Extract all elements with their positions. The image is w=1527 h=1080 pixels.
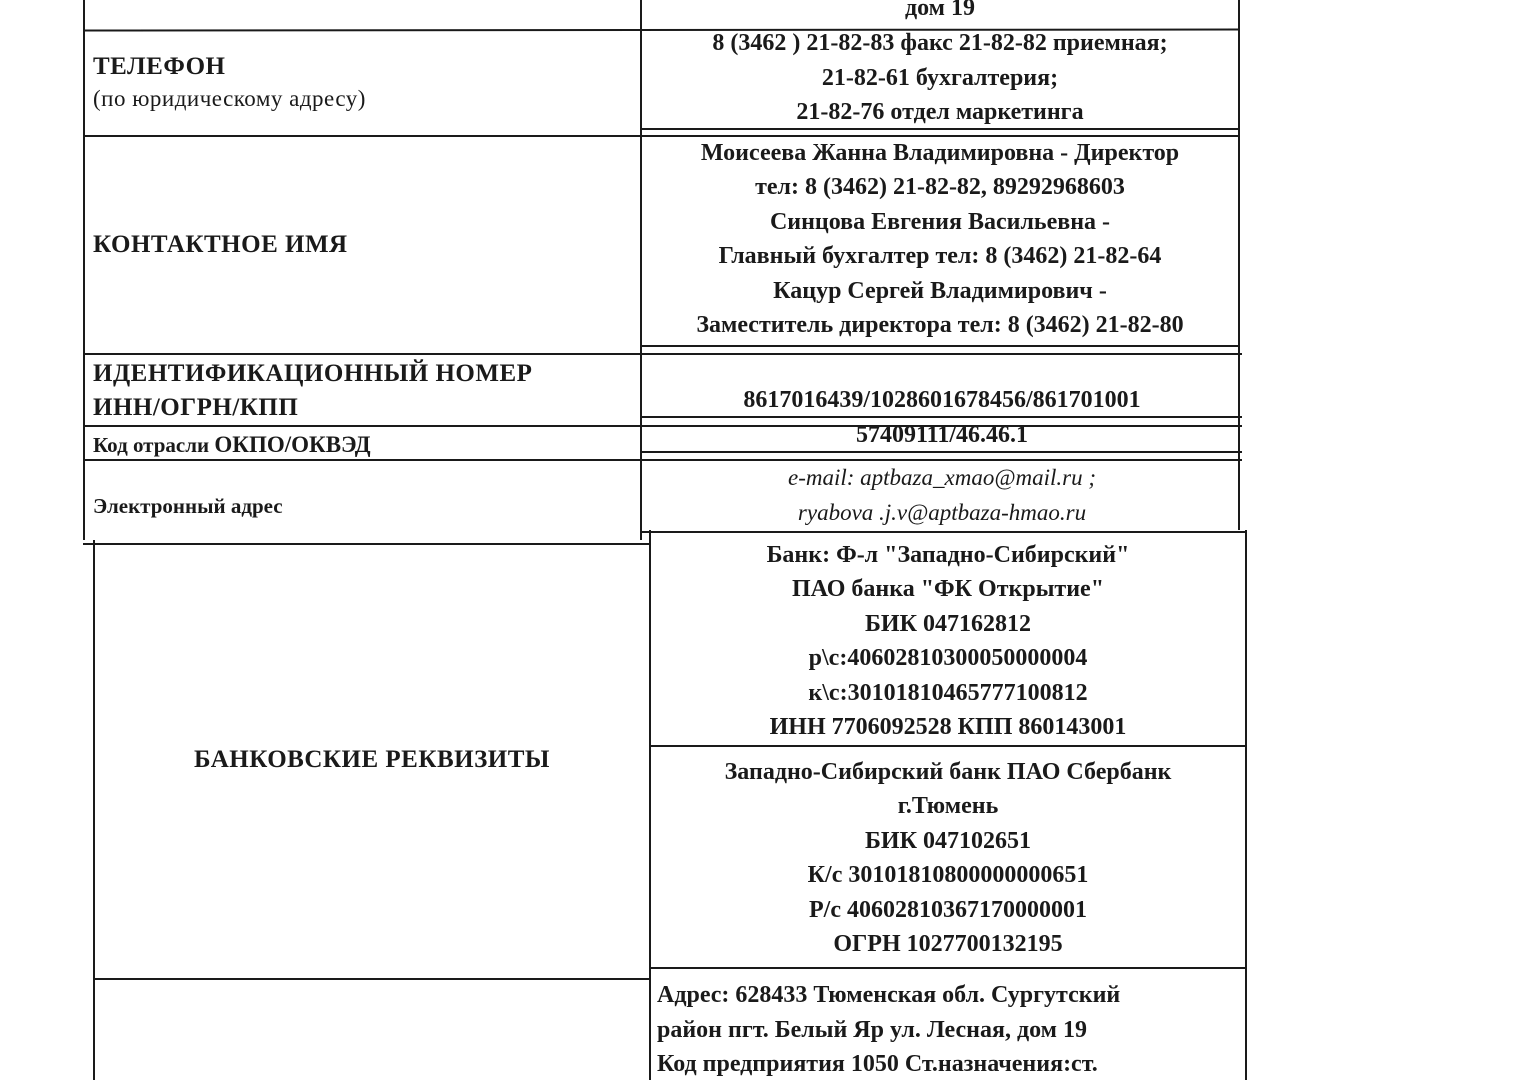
id-number-label-line2: ИНН/ОГРН/КПП xyxy=(93,394,299,421)
email-line-2: ryabova .j.v@aptbaza-hmao.ru xyxy=(797,500,1087,525)
address-line-1: Адрес: 628433 Тюменская обл. Сургутский xyxy=(657,982,1121,1008)
contact-line-4: Главный бухгалтер тел: 8 (3462) 21-82-64 xyxy=(718,243,1162,269)
contact-line-1: Моисеева Жанна Владимировна - Директор xyxy=(700,139,1180,166)
email-line-1: e-mail: aptbaza_xmao@mail.ru ; xyxy=(788,465,1096,490)
contact-line-6: Заместитель директора тел: 8 (3462) 21-82-80 xyxy=(696,312,1184,338)
bank1-line-1: Банк: Ф-л "Западно-Сибирский" xyxy=(766,541,1130,568)
phone-sublabel: (по юридическому адресу) xyxy=(93,86,366,111)
industry-code-label-bold: ОКПО/ОКВЭД xyxy=(214,432,371,457)
row-divider xyxy=(649,967,1247,969)
bank2-line-1: Западно-Сибирский банк ПАО Сбербанк xyxy=(724,758,1172,785)
contact-label-cell xyxy=(85,137,635,353)
contact-value-cell xyxy=(642,134,1238,344)
bank-label: БАНКОВСКИЕ РЕКВИЗИТЫ xyxy=(194,746,550,773)
phone-line-1: 8 (3462 ) 21-82-83 факс 21-82-82 приемная; xyxy=(712,30,1168,57)
id-number-label-cell xyxy=(85,356,635,426)
email-label-cell xyxy=(85,486,635,526)
bank2-line-6: ОГРН 1027700132195 xyxy=(833,931,1063,957)
bank2-line-3: БИК 047102651 xyxy=(865,827,1031,854)
bank1-value-cell xyxy=(651,536,1245,746)
address-value-cell xyxy=(651,978,1245,1080)
bank1-line-2: ПАО банка "ФК Открытие" xyxy=(791,576,1105,602)
bank1-line-5: к\с:30101810465777100812 xyxy=(808,679,1088,706)
industry-code-label-prefix: Код отрасли xyxy=(93,433,215,457)
contact-line-3: Синцова Евгения Васильевна - xyxy=(769,208,1111,235)
phone-label: ТЕЛЕФОН xyxy=(93,53,226,80)
phone-line-3: 21-82-76 отдел маркетинга xyxy=(796,99,1084,126)
industry-code-label-cell xyxy=(85,429,635,461)
bank2-line-2: г.Тюмень xyxy=(897,793,999,819)
row-divider xyxy=(93,978,649,980)
row-divider xyxy=(83,353,1242,355)
bank1-line-4: р\с:40602810300050000004 xyxy=(808,645,1088,671)
bank2-line-5: Р/с 40602810367170000001 xyxy=(809,896,1087,923)
address-line-3: Код предприятия 1050 Ст.назначения:ст. xyxy=(657,1051,1098,1077)
phone-label-cell xyxy=(85,50,635,130)
contact-line-2: тел: 8 (3462) 21-82-82, 89292968603 xyxy=(755,174,1125,200)
industry-code-value-cell xyxy=(642,418,1242,452)
phone-line-2: 21-82-61 бухгалтерия; xyxy=(821,64,1059,91)
id-number-label-line1: ИДЕНТИФИКАЦИОННЫЙ НОМЕР xyxy=(93,360,533,387)
industry-code-value: 57409111/46.46.1 xyxy=(855,421,1029,448)
id-number-value-cell xyxy=(642,380,1242,420)
email-value-cell xyxy=(642,458,1242,532)
email-label: Электронный адрес xyxy=(93,494,283,518)
bank1-line-3: БИК 047162812 xyxy=(865,610,1031,637)
industry-code-label xyxy=(93,431,635,459)
bank2-value-cell xyxy=(651,752,1245,964)
table-border-right-lower xyxy=(1245,530,1247,1080)
bank1-line-6: ИНН 7706092528 КПП 860143001 xyxy=(769,714,1127,740)
contact-label: КОНТАКТНОЕ ИМЯ xyxy=(93,231,348,258)
bank-label-cell xyxy=(95,545,649,975)
address-line-2: район пгт. Белый Яр ул. Лесная, дом 19 xyxy=(657,1016,1087,1043)
top-value-cell xyxy=(642,0,1238,28)
id-number-value: 8617016439/1028601678456/861701001 xyxy=(743,386,1141,413)
phone-value-cell xyxy=(642,26,1238,130)
contact-line-5: Кацур Сергей Владимирович - xyxy=(773,277,1107,304)
bank2-line-4: К/с 30101810800000000651 xyxy=(807,862,1089,888)
top-value-line: дом 19 xyxy=(904,0,976,21)
row-divider xyxy=(642,345,1240,347)
